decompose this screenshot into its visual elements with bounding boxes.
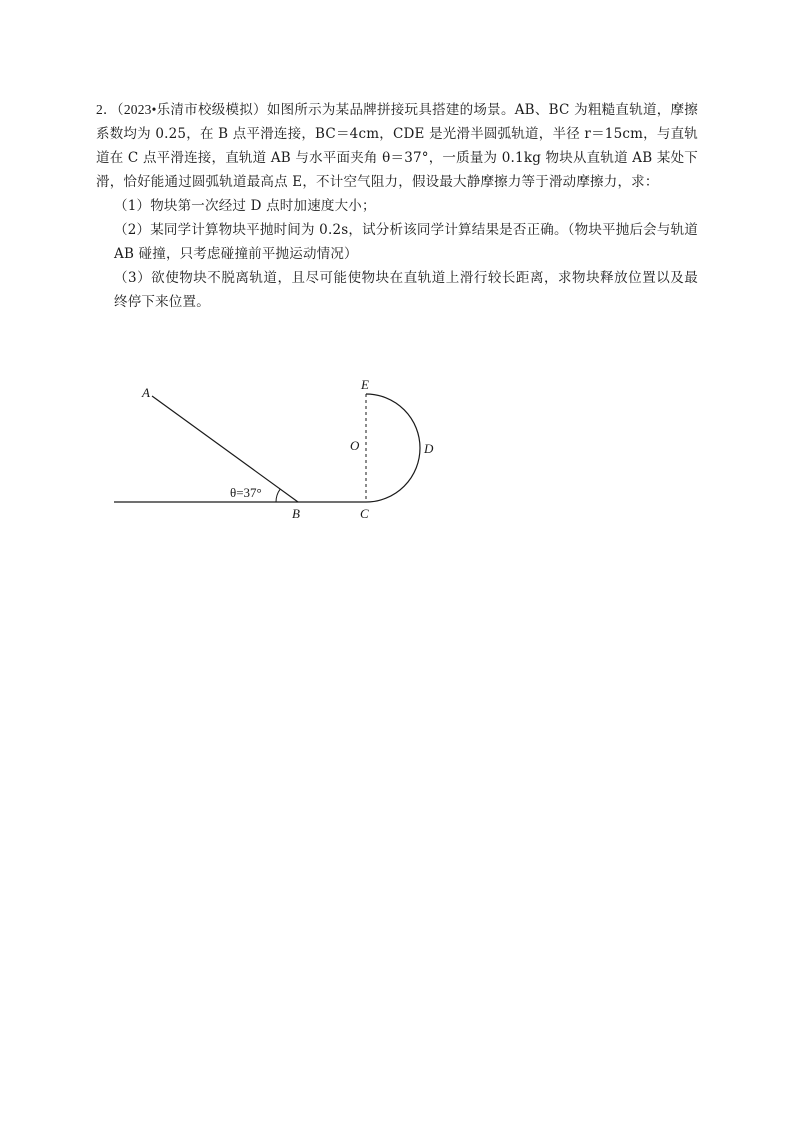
label-a: A [142, 385, 150, 400]
angle-arc [276, 489, 280, 502]
sub-question-2: （2）某同学计算物块平抛时间为 0.2s，试分析该同学计算结果是否正确。（物块平抛后会与轨道 AB 碰撞，只考虑碰撞前平抛运动情况） [114, 222, 698, 262]
physics-problem [96, 98, 698, 314]
question-number: 2． [96, 102, 117, 117]
label-e: E [361, 377, 369, 392]
sub-question-3: （3）欲使物块不脱离轨道，且尽可能使物块在直轨道上滑行较长距离，求物块释放位置以及最终停下来位置。 [114, 270, 698, 310]
label-b: B [292, 506, 300, 521]
track-diagram-svg [108, 372, 448, 522]
question-stem-text: 如图所示为某品牌拼接玩具搭建的场景。AB、BC 为粗糙直轨道，摩擦系数均为 0.25，在 B 点平滑连接，BC＝4cm，CDE 是光滑半圆弧轨道，半径 r＝15cm，与直轨道在 C 点平滑连接，直轨道 AB 与水平面夹角 θ＝37°，一质量为 0.1kg 物块从直轨道 AB 某处下滑，恰好能通过圆弧轨道最高点 E，不计空气阻力，假设最大静摩擦力等于滑动摩擦力，求： [96, 102, 698, 190]
label-d: D [424, 441, 434, 456]
label-c: C [360, 506, 369, 521]
question-source: （2023•乐清市校级模拟） [116, 102, 267, 117]
problem-stem [96, 98, 698, 194]
inclined-track-ab [152, 396, 298, 502]
sub-question-1: （1）物块第一次经过 D 点时加速度大小； [114, 198, 376, 214]
label-angle: θ=37° [230, 485, 262, 500]
semicircle-cde [366, 394, 420, 502]
label-o: O [350, 438, 360, 453]
track-diagram [108, 372, 448, 522]
